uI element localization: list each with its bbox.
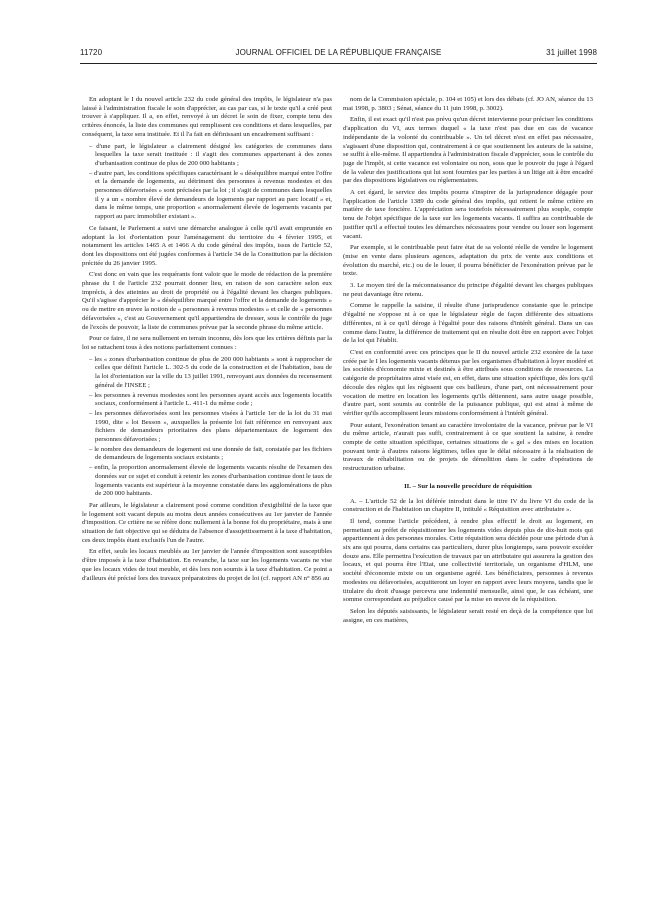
page-header [80,48,597,62]
journal-title: JOURNAL OFFICIEL DE LA RÉPUBLIQUE FRANÇAISE [235,48,442,57]
list-item: – d'une part, le législateur a clairement désigné les catégories de communes dans lesquelles la taxe serait instituée : il s'agit des communes appartenant à des zones d'urbanisation continue de plus de 200 000 habitants ; [89,142,332,167]
right-column [343,96,593,876]
page-number: 11720 [80,48,103,57]
list-item: – le nombre des demandeurs de logement est une donnée de fait, constatée par les fichiers de demandeurs de logements sociaux existants ; [89,445,332,462]
paragraph: Pour ce faire, il ne sera nullement en terrain inconnu, dès lors que les critères définis par la loi se rattachent tous à des notions parfaitement connues : [82,335,332,351]
list-item: – d'autre part, les conditions spécifiques caractérisant le « déséquilibre marqué entre l'offre et la demande de logements, au détriment des personnes à revenus modestes et des personnes défavorisées » sont précisées par la loi ; il s'agit de communes dans lesquelles il y a un « nombre élevé de demandeurs de logements par rapport au parc locatif » et, dans le même temps, une proportion « anormalement élevée de logements vacants par rapport au parc immobilier existant ». [89,169,332,221]
paragraph: 3. Le moyen tiré de la méconnaissance du principe d'égalité devant les charges publiques ne peut davantage être retenu. [343,282,593,298]
list-item: – les personnes à revenus modestes sont les personnes ayant accès aux logements locatifs sociaux, conformément à l'article L. 411-1 du même code ; [89,391,332,408]
paragraph: Par ailleurs, le législateur a clairement posé comme condition d'exigibilité de la taxe que le logement soit vacant depuis au moins deux années consécutives au 1er janvier de l'année d'imposition. Ce critère ne se réfère donc nullement à la bonne foi du propriétaire, mais à une situation de fait objective qui se déduira de l'absence d'assujettissement à la taxe d'habitation, ces deux impôts étant exclusifs l'un de l'autre. [82,501,332,544]
header-rule [80,63,597,64]
paragraph: Il tend, comme l'article précédent, à rendre plus effectif le droit au logement, en permettant au préfet de réquisitionner les logements vides depuis plus de dix-huit mois qui appartiennent à des personnes morales. Cette réquisition sera décidée pour une période d'un à six ans qui pourra, dans certains cas particuliers, durer plus longtemps, sans pouvoir excéder douze ans. Elle permettra l'exécution de travaux par un attributaire qui assurera la gestion des locaux, et qui pourra être l'Etat, une collectivité territoriale, un organisme d'HLM, une société d'économie mixte ou un organisme agréé. Les bénéficiaires, personnes à revenus modestes ou défavorisées, acquitteront un loyer en rapport avec leurs moyens, tandis que le titulaire du droit d'usage percevra une indemnité mensuelle, ainsi que, le cas échéant, une somme correspondant au préjudice causé par la mise en œuvre de la réquisition. [343,517,593,604]
publication-date: 31 juillet 1998 [546,48,597,57]
paragraph: C'est donc en vain que les requérants font valoir que le mode de rédaction de la première phrase du I de l'article 232 pourrait donner lieu, en raison de son caractère selon eux imprécis, à des atteintes au droit de propriété ou à l'égalité devant les charges publiques. Qu'il s'agisse d'apprécier le « déséquilibre marqué entre l'offre et la demande de logements » ou de mettre en œuvre la notion de « personnes à revenus modestes » et celle de « personnes défavorisées », c'est au Gouvernement qu'il appartiendra de dresser, sous le contrôle du juge de l'excès de pouvoir, la liste de communes prévue par la seconde phrase du même article. [82,271,332,331]
paragraph: En effet, seuls les locaux meublés au 1er janvier de l'année d'imposition sont susceptibles d'être imposés à la taxe d'habitation. En revanche, la taxe sur les logements vacants ne vise que les locaux vides de tout meuble, et dès lors non soumis à la taxe d'habitation. Ce point a d'ailleurs été précisé lors des travaux préparatoires du projet de loi (cf. rapport AN n° 856 au [82,548,332,582]
paragraph: Enfin, il est exact qu'il n'est pas prévu qu'un décret intervienne pour préciser les conditions d'application du VI, aux termes duquel « la taxe n'est pas due en cas de vacance indépendante de la volonté du contribuable ». Un tel décret n'est en effet pas nécessaire, s'agissant d'une disposition qui, contrairement à ce que soutiennent les auteurs de la saisine, se suffit à elle-même. Il appartiendra à l'administration fiscale d'apprécier, sous le contrôle du juge de l'impôt, si cette vacance est volontaire ou non, sous que le pouvoir du juge à l'égard de la valeur des justifications qui lui sont fournies par les parties à un litige ait à être encadré par des dispositions législatives ou réglementaires. [343,116,593,185]
section-heading: II. – Sur la nouvelle procédure de réquisition [404,482,532,490]
paragraph: Comme le rappelle la saisine, il résulte d'une jurisprudence constante que le principe d'égalité ne s'oppose ni à ce que le législateur règle de façon différente des situations différentes, ni à ce qu'il déroge à l'égalité pour des raisons d'intérêt général. Dans un cas comme dans l'autre, la différence de traitement qui en résulte doit être en rapport avec l'objet de la loi qui l'établit. [343,302,593,345]
paragraph: nom de la Commission spéciale, p. 104 et 105) et lors des débats (cf. JO AN, séance du 13 mai 1998, p. 3803 ; Sénat, séance du 11 juin 1998, p. 3002). [343,96,593,112]
paragraph: C'est en conformité avec ces principes que le II du nouvel article 232 exonère de la taxe créée par le I les logements vacants détenus par les organismes d'habitation à loyer modéré et les sociétés d'économie mixte et destinés à être attribués sous conditions de ressources. La catégorie de propriétaires ainsi visée est, en effet, dans une situation spécifique, dès lors qu'il découle des règles qui les régissent que ces bailleurs, d'une part, ont nécessairement pour vocation de mettre en location les logements qu'ils détiennent, sans autre usage possible, d'autre part, sont soumis au contrôle de la puissance publique, qui est ainsi à même de vérifier qu'ils accomplissent leurs missions conformément à l'intérêt général. [343,348,593,417]
notions-list [82,356,332,499]
list-item: – enfin, la proportion anormalement élevée de logements vacants résulte de l'examen des données sur ce sujet et conduit à retenir les zones d'urbanisation continue dont le taux de logements vacants est supérieur à la moyenne constatée dans les agglomérations de plus de 200 000 habitants. [89,464,332,498]
list-item: – les « zones d'urbanisation continue de plus de 200 000 habitants » sont à rapprocher de celles que définit l'article L. 302-5 du code de la construction et de l'habitation, issu de la loi d'orientation sur la ville du 13 juillet 1991, renvoyant aux données du recensement général de l'INSEE ; [89,355,332,389]
paragraph: A. – L'article 52 de la loi déférée introduit dans le titre IV du livre VI du code de la construction et de l'habitation un chapitre II, intitulé « Réquisition avec attributaire ». [343,497,593,514]
paragraph: A cet égard, le service des impôts pourra s'inspirer de la jurisprudence dégagée pour l'application de l'article 1389 du code général des impôts, qui retient le même critère en matière de taxe foncière. L'appréciation sera toutefois nécessairement plus souple, compte tenu de l'objet spécifique de la taxe sur les logements vacants. Il suffira au contribuable de justifier qu'il a effectué toutes les démarches nécessaires pour vendre ou louer son logement vacant. [343,189,593,240]
criteria-list [82,143,332,222]
paragraph: En adoptant le I du nouvel article 232 du code général des impôts, le législateur n'a pas laissé à l'administration fiscale le soin d'apprécier, au cas par cas, si le texte qu'il a créé peut trouver à s'appliquer. Il a, en effet, renvoyé à un décret le soin de fixer, compte tenu des critères énoncés, la liste des communes qui remplissent ces conditions et dans lesquelles, par conséquent, la taxe sera instituée. Et il l'a fait en définissant un encadrement suffisant : [82,96,332,138]
paragraph: Ce faisant, le Parlement a suivi une démarche analogue à celle qu'il avait empruntée en adoptant la loi d'orientation pour l'aménagement du territoire du 4 février 1995, et notamment les articles 1465 A et 1466 A du code général des impôts, issus de l'article 52, dont les dispositions ont été jugées conformes à l'article 34 de la Constitution par la décision précitée du 26 janvier 1995. [82,224,332,267]
paragraph: Selon les députés saisissants, le législateur serait resté en deçà de la compétence que lui assigne, en ces matières, [343,607,593,624]
paragraph: Pour autant, l'exonération tenant au caractère involontaire de la vacance, prévue par le VI du même article, n'aurait pas suffi, contrairement à ce que soutient la saisine, à rendre compte de cette situation spécifique, certaines situations de « gel » des mises en location pouvant tenir à d'autres raisons légitimes, telles que le délai nécessaire à la réalisation de travaux de réhabilitation ou de projets de démolition dans le cadre d'opérations de restructuration urbaine. [343,421,593,473]
paragraph: Par exemple, si le contribuable peut faire état de sa volonté réelle de vendre le logement (mise en vente dans plusieurs agences, adaptation du prix de vente aux conditions et évolution du marché, etc.) ou de le louer, il pourra bénéficier de l'exonération prévue par le texte. [343,244,593,278]
left-column [82,96,332,876]
list-item: – les personnes défavorisées sont les personnes visées à l'article 1er de la loi du 31 mai 1990, dite « loi Besson », auxquelles la présente loi fait référence en renvoyant aux fichiers de demandeurs prioritaires des plans départementaux de logement des personnes défavorisées ; [89,409,332,444]
